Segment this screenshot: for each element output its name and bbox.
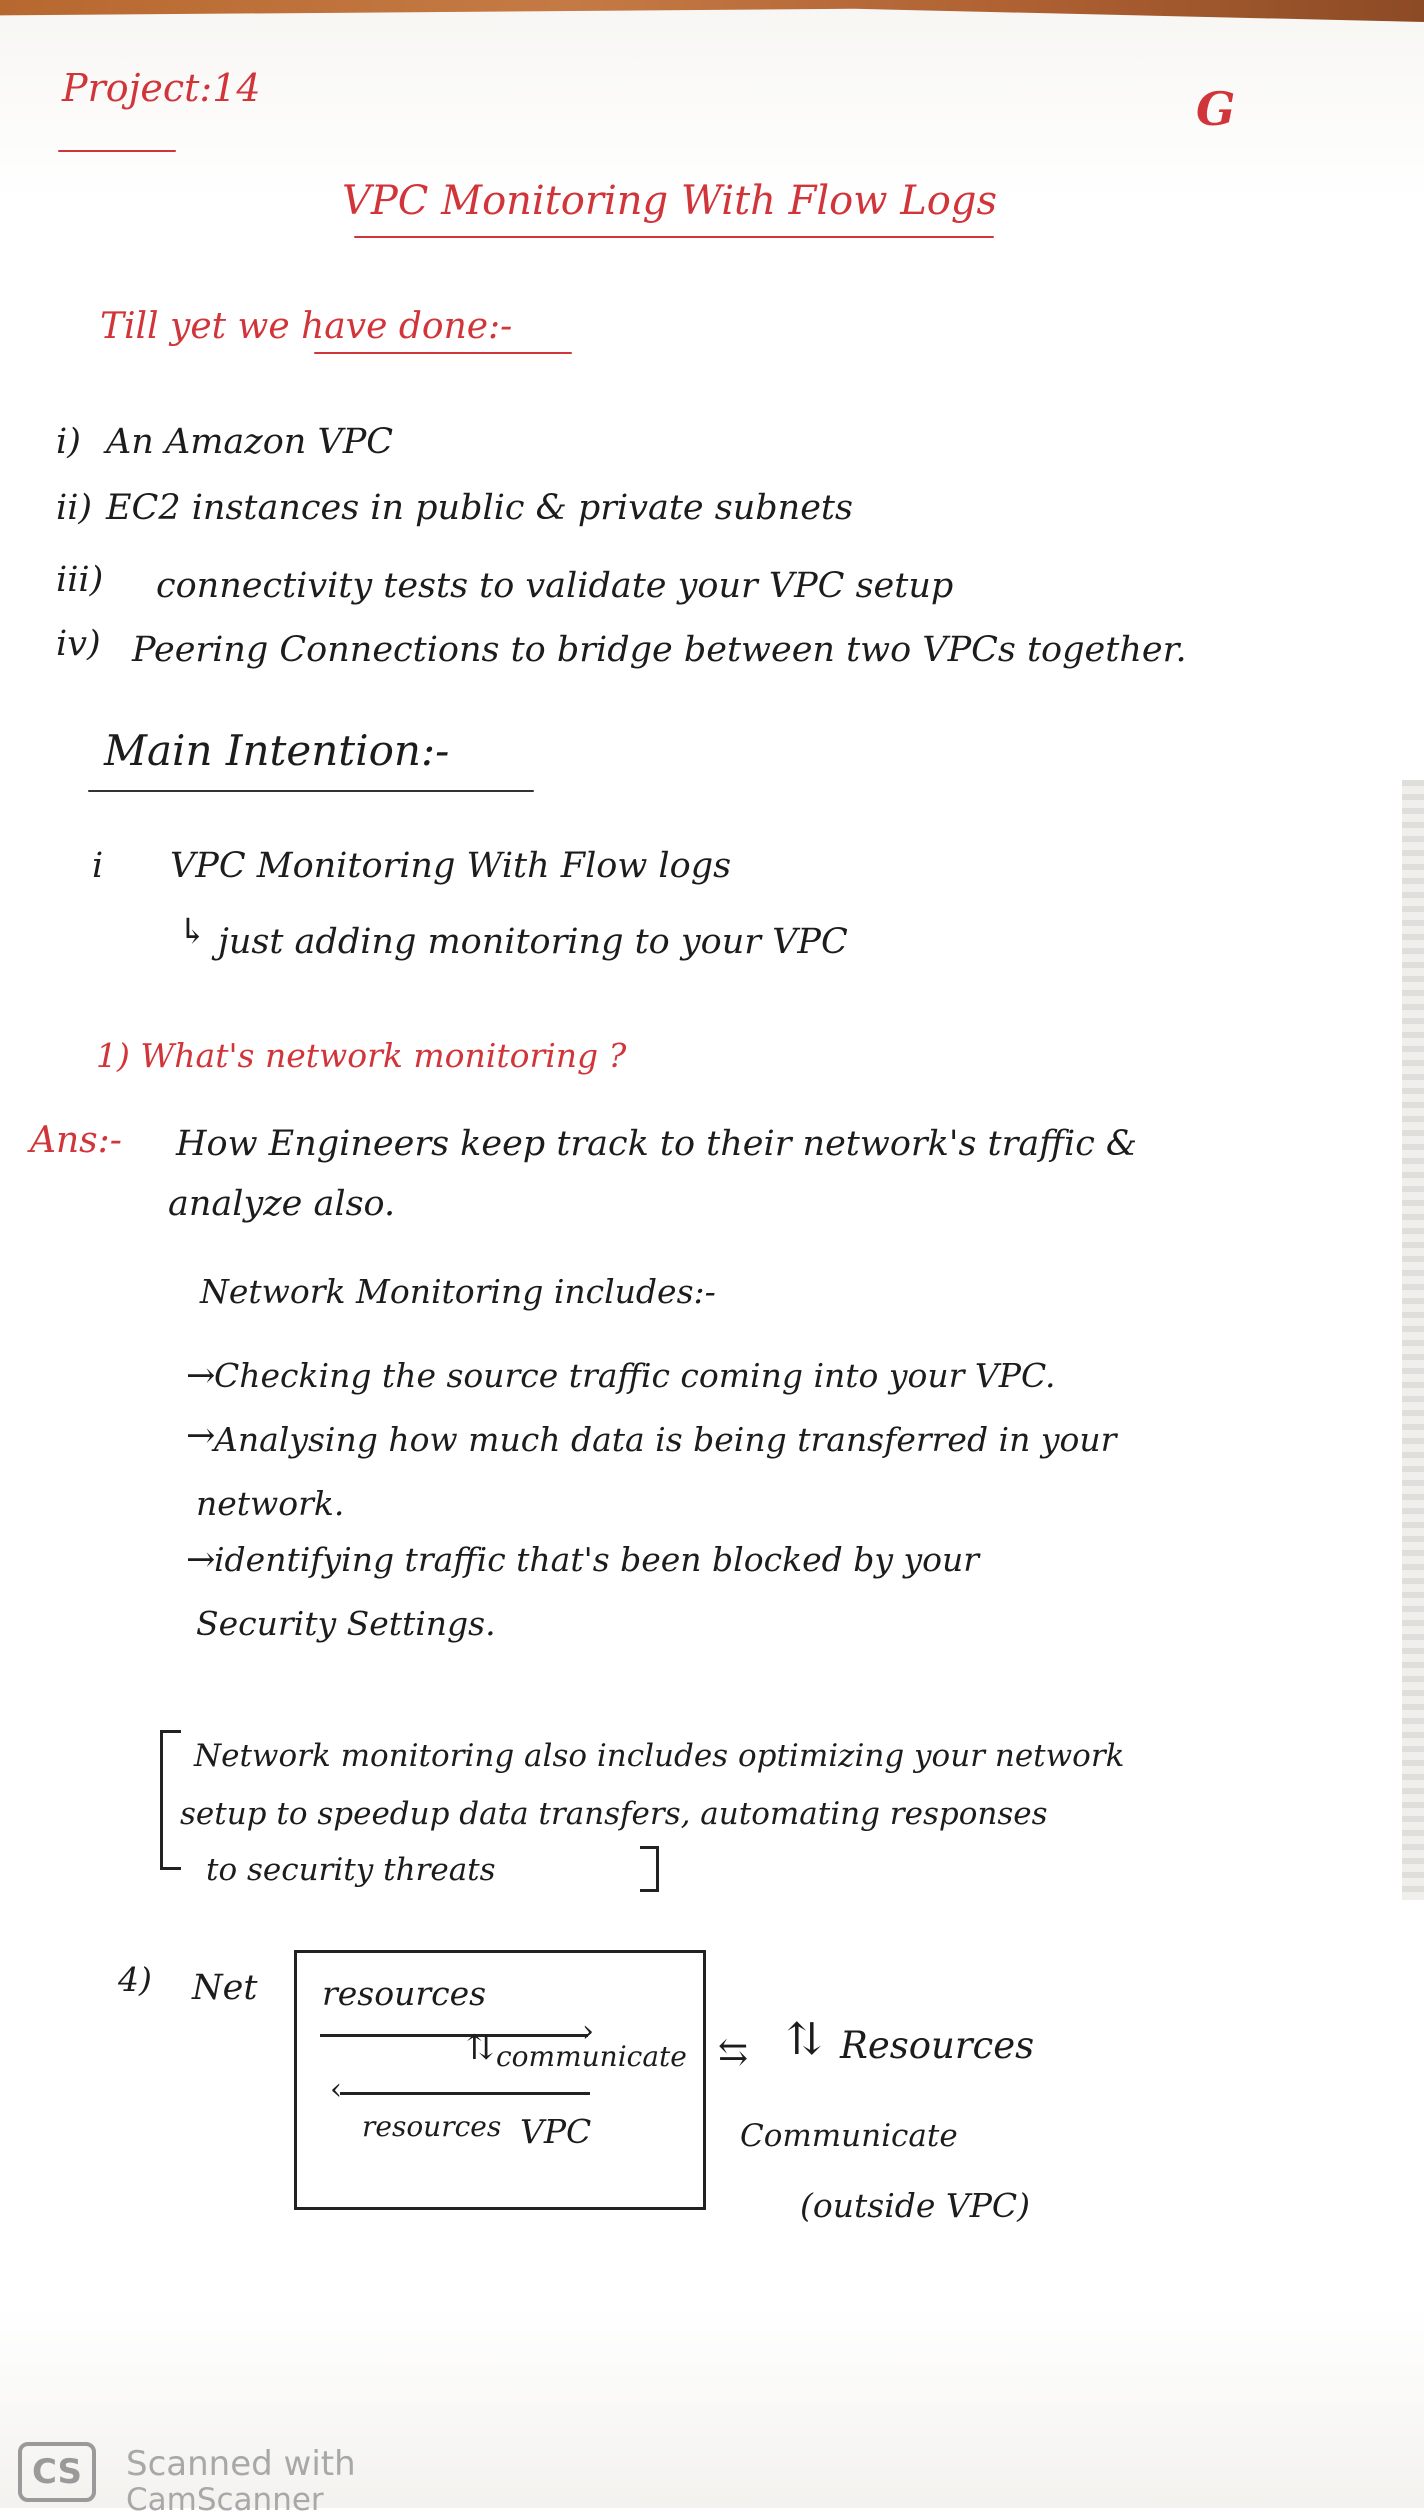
left-arrow-line — [340, 2092, 590, 2095]
include-marker-1: → — [186, 1356, 216, 1396]
done-item-2: EC2 instances in public & private subnets — [106, 488, 853, 528]
done-item-4: Peering Connections to bridge between two VPCs together. — [132, 630, 1187, 670]
done-marker-2: ii) — [56, 488, 93, 528]
outside-action: Communicate — [740, 2118, 958, 2154]
include-marker-2: → — [186, 1416, 216, 1456]
intention-sub-marker: ↳ — [178, 912, 208, 952]
answer-label: Ans:- — [30, 1120, 122, 1161]
done-marker-1: i) — [56, 422, 81, 462]
include-marker-3: → — [186, 1540, 216, 1580]
done-marker-4: iv) — [56, 624, 101, 664]
box-bottom-label: resources — [362, 2110, 502, 2143]
page-mark: G — [1196, 82, 1236, 136]
outside-title: Resources — [840, 2024, 1035, 2067]
question-text: 1) What's network monitoring ? — [96, 1036, 627, 1075]
note-right-bracket — [640, 1846, 659, 1892]
answer-line-2: analyze also. — [168, 1184, 396, 1224]
include-2-line-2: network. — [196, 1484, 345, 1523]
include-1-line-1: Checking the source traffic coming into your VPC. — [214, 1356, 1056, 1395]
box-name: VPC — [520, 2112, 592, 2151]
intention-underline — [88, 790, 534, 792]
diagram-label: Net — [192, 1968, 258, 2008]
intention-item: VPC Monitoring With Flow logs — [170, 846, 732, 886]
diagram-marker: 4) — [118, 1960, 152, 1999]
project-underline — [58, 150, 176, 152]
right-arrow-line — [320, 2034, 588, 2037]
title-underline — [354, 236, 994, 238]
done-heading: Till yet we have done:- — [100, 306, 513, 347]
note-line-3: to security threats — [206, 1852, 496, 1888]
left-arrow-head: ‹ — [330, 2072, 342, 2107]
include-3-line-1: identifying traffic that's been blocked by your — [214, 1540, 980, 1579]
note-left-bracket — [160, 1730, 181, 1870]
intention-marker: i — [92, 846, 104, 886]
note-line-2: setup to speedup data transfers, automating responses — [180, 1796, 1048, 1832]
note-line-1: Network monitoring also includes optimizing your network — [194, 1738, 1125, 1774]
answer-line-1: How Engineers keep track to their network's traffic & — [176, 1124, 1138, 1164]
box-top-label: resources — [322, 1974, 487, 2013]
outside-note: (outside VPC) — [800, 2186, 1031, 2225]
page-top-edge — [0, 0, 1424, 22]
camscanner-logo: CS — [18, 2442, 96, 2502]
camscanner-text: CamScanner — [126, 2482, 324, 2518]
project-label: Project:14 — [62, 66, 261, 110]
page-title: VPC Monitoring With Flow Logs — [342, 178, 997, 224]
include-2-line-1: Analysing how much data is being transferred in your — [214, 1420, 1117, 1459]
intention-heading: Main Intention:- — [104, 726, 450, 775]
box-mid-label: communicate — [496, 2040, 687, 2073]
done-item-1: An Amazon VPC — [106, 422, 394, 462]
done-item-3: connectivity tests to validate your VPC setup — [156, 566, 954, 606]
page-right-edge — [1402, 780, 1424, 1900]
include-3-line-2: Security Settings. — [196, 1604, 496, 1643]
updown-arrow-icon: ⇅ — [466, 2028, 495, 2068]
right-arrow-head: › — [582, 2014, 594, 2049]
external-updown-arrow-icon: ⇅ — [786, 2014, 823, 2065]
intention-sub: just adding monitoring to your VPC — [218, 922, 848, 962]
done-marker-3: iii) — [56, 560, 104, 600]
external-link-arrow-icon: ⇆ — [718, 2032, 749, 2073]
scanned-with-text: Scanned with — [126, 2444, 356, 2484]
done-heading-underline — [314, 352, 572, 354]
includes-heading: Network Monitoring includes:- — [200, 1272, 716, 1311]
